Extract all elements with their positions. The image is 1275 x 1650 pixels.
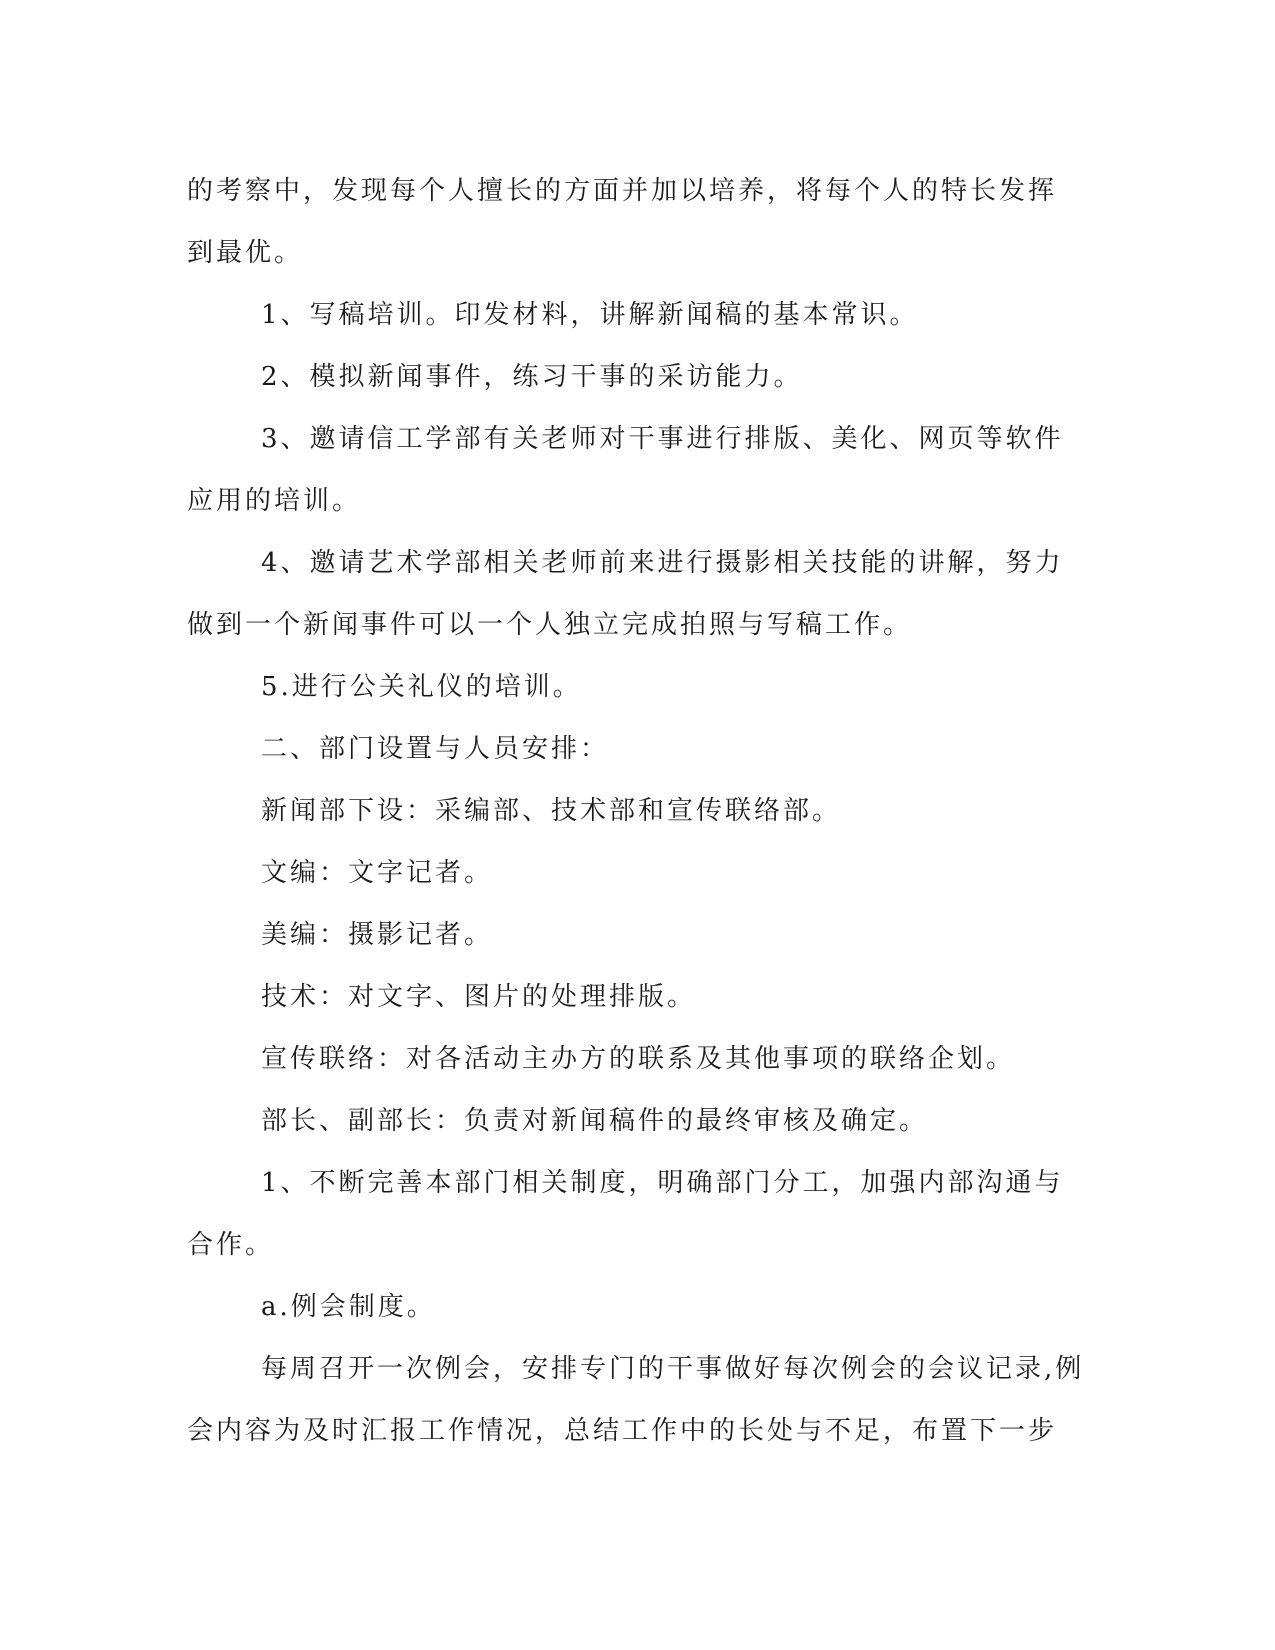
text-line: 合作。	[187, 1230, 275, 1260]
text-line: a.例会制度。	[261, 1292, 436, 1322]
document-body	[187, 160, 1087, 1462]
text-line: 新闻部下设：采编部、技术部和宣传联络部。	[261, 796, 842, 826]
text-line: 每周召开一次例会，安排专门的干事做好每次例会的会议记录,例	[261, 1354, 1085, 1384]
text-line: 5.进行公关礼仪的培训。	[261, 672, 582, 702]
text-line: 会内容为及时汇报工作情况，总结工作中的长处与不足，布置下一步	[187, 1416, 1058, 1446]
text-line: 宣传联络：对各活动主办方的联系及其他事项的联络企划。	[261, 1044, 1016, 1074]
text-line: 文编：文字记者。	[261, 858, 494, 888]
text-line: 3、邀请信工学部有关老师对干事进行排版、美化、网页等软件	[261, 424, 1064, 454]
text-line: 美编：摄影记者。	[261, 920, 494, 950]
text-line: 做到一个新闻事件可以一个人独立完成拍照与写稿工作。	[187, 610, 913, 640]
text-line: 部长、副部长：负责对新闻稿件的最终审核及确定。	[261, 1106, 929, 1136]
text-line: 的考察中，发现每个人擅长的方面并加以培养，将每个人的特长发挥	[187, 176, 1058, 206]
text-line: 应用的培训。	[187, 486, 362, 516]
text-line: 技术：对文字、图片的处理排版。	[261, 982, 697, 1012]
text-line: 到最优。	[187, 238, 304, 268]
text-line: 4、邀请艺术学部相关老师前来进行摄影相关技能的讲解，努力	[261, 548, 1064, 578]
text-line: 1、写稿培训。印发材料，讲解新闻稿的基本常识。	[261, 300, 919, 330]
text-line: 2、模拟新闻事件，练习干事的采访能力。	[261, 362, 803, 392]
section-heading: 二、部门设置与人员安排：	[261, 734, 610, 764]
text-line: 1、不断完善本部门相关制度，明确部门分工，加强内部沟通与	[261, 1168, 1064, 1198]
